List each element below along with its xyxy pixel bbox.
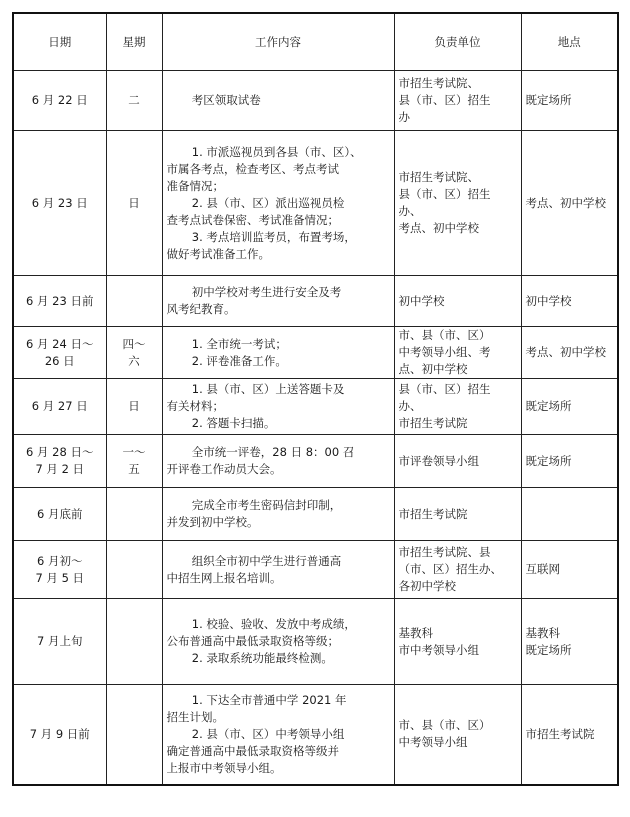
weekday-cell bbox=[106, 131, 162, 276]
weekday-line: 四～ bbox=[122, 336, 146, 351]
place-line: 市招生考试院 bbox=[525, 726, 595, 741]
work-line: 2. 县（市、区）派出巡视员检 bbox=[191, 195, 345, 210]
date-line: 6 月 27 日 bbox=[31, 399, 88, 413]
work-line: 1. 全市统一考试； bbox=[191, 336, 287, 351]
weekday-cell bbox=[106, 276, 162, 327]
table-row bbox=[13, 541, 618, 599]
date-cell bbox=[13, 327, 106, 379]
unit-cell bbox=[394, 327, 521, 379]
work-line: 做好考试准备工作。 bbox=[166, 246, 270, 261]
weekday-line: 二 bbox=[128, 93, 140, 107]
unit-line: 市招生考试院、 bbox=[398, 76, 479, 90]
unit-line: 县（市、区）招生 bbox=[398, 187, 491, 201]
date-line: 6 月底前 bbox=[37, 506, 83, 521]
weekday-cell bbox=[106, 327, 162, 379]
date-cell bbox=[13, 435, 106, 488]
date-line: 6 月 28 日～ bbox=[26, 445, 94, 459]
place-cell bbox=[521, 131, 618, 276]
weekday-line: 五 bbox=[128, 462, 140, 476]
unit-line: 初中学校 bbox=[398, 293, 445, 308]
place-line: 考点、初中学校 bbox=[525, 345, 606, 359]
table-row bbox=[13, 599, 618, 685]
table-row bbox=[13, 488, 618, 541]
table-row bbox=[13, 379, 618, 435]
date-cell bbox=[13, 488, 106, 541]
unit-line: 考点、初中学校 bbox=[398, 221, 479, 235]
unit-cell bbox=[394, 488, 521, 541]
schedule-table bbox=[12, 12, 619, 786]
work-line: 风考纪教育。 bbox=[166, 302, 236, 316]
place-cell bbox=[521, 71, 618, 131]
date-line: 26 日 bbox=[44, 353, 75, 368]
date-cell bbox=[13, 276, 106, 327]
work-line: 并发到初中学校。 bbox=[166, 515, 259, 529]
work-line: 确定普通高中最低录取资格等级并 bbox=[166, 743, 339, 758]
work-cell bbox=[162, 379, 394, 435]
weekday-cell bbox=[106, 541, 162, 599]
date-cell bbox=[13, 685, 106, 785]
unit-line: 市、县（市、区） bbox=[398, 328, 491, 342]
date-line: 6 月 22 日 bbox=[31, 93, 88, 107]
work-line: 有关材料； bbox=[166, 399, 224, 413]
work-line: 上报市中考领导小组。 bbox=[166, 760, 282, 775]
work-cell bbox=[162, 541, 394, 599]
weekday-cell bbox=[106, 599, 162, 685]
table-row bbox=[13, 435, 618, 488]
weekday-cell bbox=[106, 71, 162, 131]
place-line: 互联网 bbox=[525, 562, 560, 576]
unit-cell bbox=[394, 276, 521, 327]
weekday-line: 日 bbox=[128, 195, 140, 210]
place-line: 初中学校 bbox=[525, 293, 572, 308]
unit-cell bbox=[394, 131, 521, 276]
work-line: 初中学校对考生进行安全及考 bbox=[191, 285, 342, 299]
work-line: 中招生网上报名培训。 bbox=[166, 570, 282, 585]
date-cell bbox=[13, 541, 106, 599]
unit-line: 基教科 bbox=[398, 625, 433, 640]
work-line: 组织全市初中学生进行普通高 bbox=[191, 553, 342, 568]
work-line: 2. 录取系统功能最终检测。 bbox=[191, 651, 333, 665]
unit-line: 县（市、区）招生 bbox=[398, 382, 491, 396]
place-cell bbox=[521, 685, 618, 785]
work-line: 开评卷工作动员大会。 bbox=[166, 462, 282, 476]
work-cell bbox=[162, 685, 394, 785]
unit-line: 办 bbox=[398, 110, 410, 124]
unit-line: 办、 bbox=[398, 204, 422, 218]
unit-cell bbox=[394, 71, 521, 131]
work-line: 3. 考点培训监考员，布置考场， bbox=[191, 229, 356, 244]
date-cell bbox=[13, 599, 106, 685]
unit-cell bbox=[394, 379, 521, 435]
date-line: 7 月上旬 bbox=[37, 634, 83, 648]
table-header bbox=[13, 13, 618, 71]
weekday-cell bbox=[106, 379, 162, 435]
place-cell bbox=[521, 488, 618, 541]
place-cell bbox=[521, 599, 618, 685]
table-row bbox=[13, 327, 618, 379]
unit-line: 市评卷领导小组 bbox=[398, 453, 479, 468]
weekday-cell bbox=[106, 488, 162, 541]
work-cell bbox=[162, 435, 394, 488]
unit-line: 市招生考试院、 bbox=[398, 170, 479, 184]
unit-line: 市、县（市、区） bbox=[398, 718, 491, 733]
unit-line: 中考领导小组、考 bbox=[398, 345, 491, 359]
place-cell bbox=[521, 379, 618, 435]
work-line: 2. 县（市、区）中考领导小组 bbox=[191, 726, 345, 741]
date-cell bbox=[13, 71, 106, 131]
table-body bbox=[13, 71, 618, 785]
unit-line: 市招生考试院、县 bbox=[398, 545, 491, 559]
work-line: 考区领取试卷 bbox=[191, 93, 261, 107]
unit-line: 点、初中学校 bbox=[398, 362, 468, 376]
place-line: 既定场所 bbox=[525, 642, 572, 657]
work-line: 1. 市派巡视员到各县（市、区）、 bbox=[191, 144, 362, 159]
unit-cell bbox=[394, 685, 521, 785]
work-cell bbox=[162, 71, 394, 131]
unit-cell bbox=[394, 435, 521, 488]
weekday-cell bbox=[106, 685, 162, 785]
work-line: 1. 校验、验收、发放中考成绩， bbox=[191, 617, 356, 631]
work-cell bbox=[162, 599, 394, 685]
date-cell bbox=[13, 131, 106, 276]
place-line: 既定场所 bbox=[525, 453, 572, 468]
date-line: 7 月 5 日 bbox=[35, 570, 85, 585]
work-line: 公布普通高中最低录取资格等级； bbox=[166, 634, 339, 648]
unit-line: 县（市、区）招生 bbox=[398, 93, 491, 107]
place-cell bbox=[521, 327, 618, 379]
work-line: 1. 县（市、区）上送答题卡及 bbox=[191, 382, 345, 396]
work-line: 完成全市考生密码信封印制， bbox=[191, 498, 342, 512]
weekday-line: 一～ bbox=[122, 445, 146, 459]
work-line: 1. 下达全市普通中学 2021 年 bbox=[191, 692, 347, 707]
work-line: 2. 评卷准备工作。 bbox=[191, 353, 287, 368]
unit-line: 市招生考试院 bbox=[398, 416, 468, 430]
date-line: 6 月 23 日 bbox=[31, 195, 88, 210]
unit-line: 办、 bbox=[398, 399, 422, 413]
work-cell bbox=[162, 131, 394, 276]
unit-line: 市中考领导小组 bbox=[398, 642, 479, 657]
work-cell bbox=[162, 488, 394, 541]
work-line: 市属各考点，检查考区、考点考试 bbox=[166, 161, 339, 176]
work-line: 全市统一评卷，28 日 8：00 召 bbox=[191, 445, 355, 459]
header-row bbox=[13, 13, 618, 71]
header-place: 地点 bbox=[521, 13, 618, 71]
unit-line: 各初中学校 bbox=[398, 579, 456, 593]
header-date: 日期 bbox=[13, 13, 106, 71]
date-line: 7 月 2 日 bbox=[35, 462, 85, 476]
place-line: 既定场所 bbox=[525, 399, 572, 413]
table-row bbox=[13, 71, 618, 131]
table-row bbox=[13, 685, 618, 785]
unit-cell bbox=[394, 541, 521, 599]
work-line: 查考点试卷保密、考试准备情况； bbox=[166, 212, 339, 227]
date-cell bbox=[13, 379, 106, 435]
work-cell bbox=[162, 276, 394, 327]
date-line: 6 月初～ bbox=[37, 553, 83, 568]
unit-line: 中考领导小组 bbox=[398, 735, 468, 750]
place-line: 既定场所 bbox=[525, 93, 572, 107]
place-cell bbox=[521, 276, 618, 327]
table-row bbox=[13, 131, 618, 276]
header-weekday: 星期 bbox=[106, 13, 162, 71]
date-line: 6 月 23 日前 bbox=[26, 293, 94, 308]
unit-line: 市招生考试院 bbox=[398, 506, 468, 521]
weekday-line: 六 bbox=[128, 353, 140, 368]
work-line: 2. 答题卡扫描。 bbox=[191, 416, 276, 430]
date-line: 6 月 24 日～ bbox=[26, 336, 94, 351]
table-row bbox=[13, 276, 618, 327]
place-cell bbox=[521, 541, 618, 599]
header-work: 工作内容 bbox=[162, 13, 394, 71]
header-unit: 负责单位 bbox=[394, 13, 521, 71]
place-line: 考点、初中学校 bbox=[525, 195, 606, 210]
place-cell bbox=[521, 435, 618, 488]
work-line: 准备情况； bbox=[166, 178, 224, 193]
date-line: 7 月 9 日前 bbox=[29, 726, 90, 741]
work-cell bbox=[162, 327, 394, 379]
place-line: 基教科 bbox=[525, 625, 560, 640]
work-line: 招生计划。 bbox=[166, 709, 224, 724]
unit-line: （市、区）招生办、 bbox=[398, 562, 502, 576]
weekday-line: 日 bbox=[128, 399, 140, 413]
weekday-cell bbox=[106, 435, 162, 488]
unit-cell bbox=[394, 599, 521, 685]
